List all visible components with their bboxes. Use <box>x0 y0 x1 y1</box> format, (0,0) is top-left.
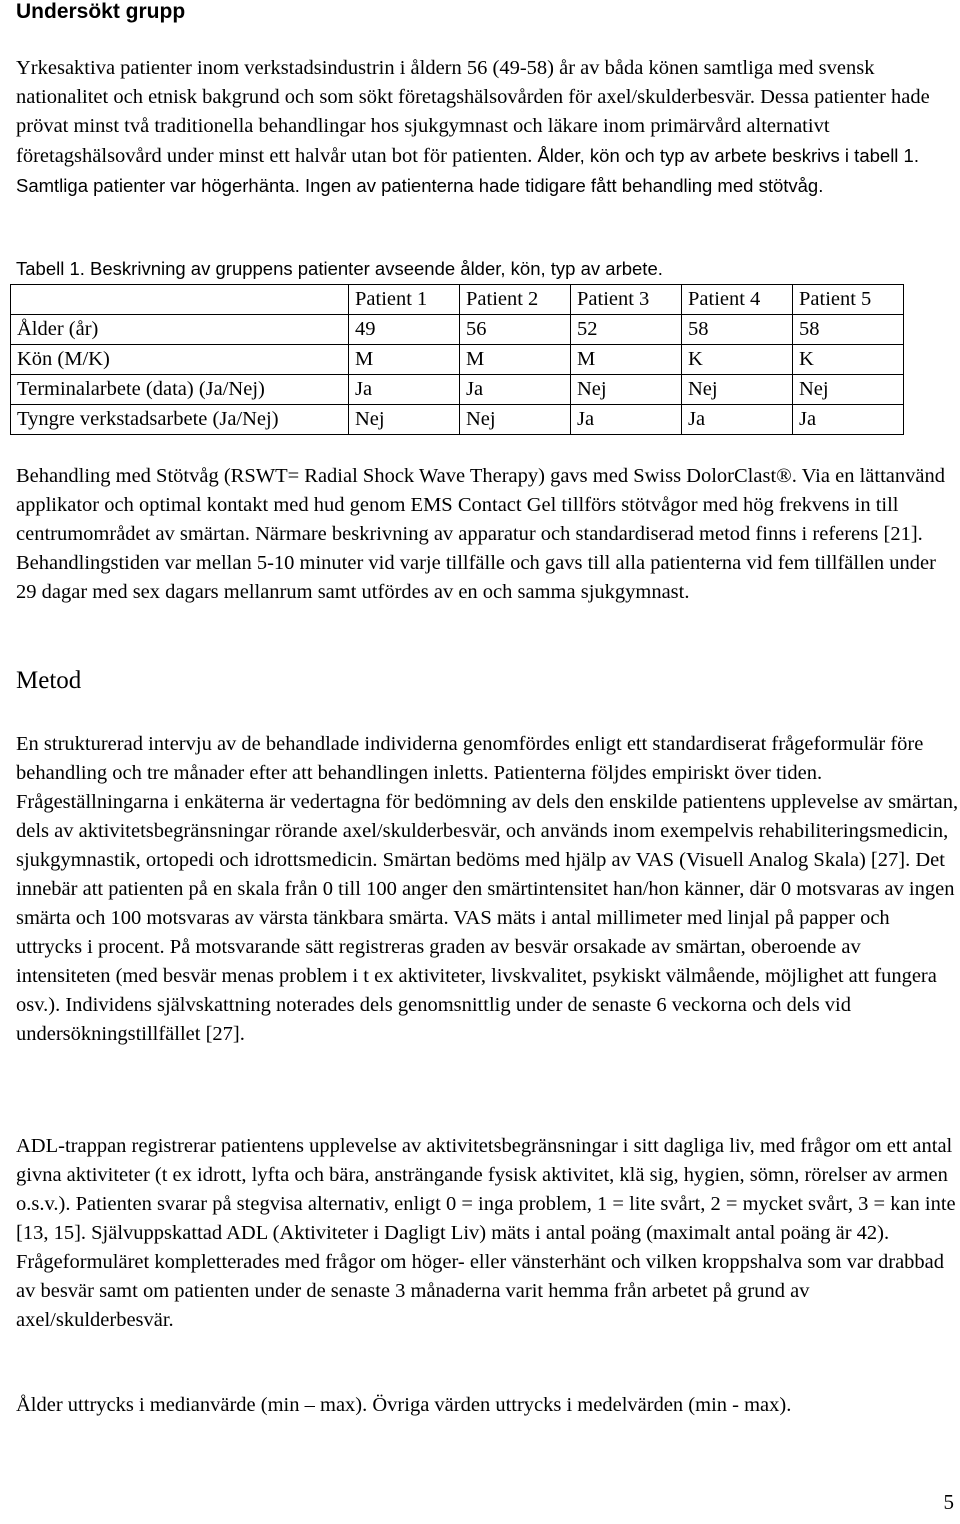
table-caption: Tabell 1. Beskrivning av gruppens patienter avseende ålder, kön, typ av arbete. <box>16 258 663 279</box>
section-heading-undersokt-grupp: Undersökt grupp <box>16 0 186 23</box>
table-cell: 58 <box>793 315 904 345</box>
page-number: 5 <box>943 1490 954 1514</box>
table-cell: 56 <box>460 315 571 345</box>
section-heading-metod: Metod <box>16 667 82 694</box>
table-header-cell <box>11 285 349 315</box>
metod-paragraph-2: ADL-trappan registrerar patientens upplevelse av aktivitetsbegränsningar i sitt dagliga liv, med frågor om ett antal givna aktiviteter (t ex idrott, lyfta och bära, ansträngande fysisk aktivitet, klä sig, hygien, sömn, rörelser av armen o.s.v.). Patienten svarar på stegvisa alternativ, enligt 0 = inga problem, 1 = lite svårt, 2 = mycket svårt, 3 = kan inte [13, 15]. Självuppskattad ADL (Aktiviteter i Dagligt Liv) mäts i antal poäng (maximalt antal poäng är 42). Frågeformuläret kompletterades med frågor om höger- eller vänsterhänt och vilken kroppshalva som var drabbad av besvär samt om patienten under de senaste 3 månaderna varit hemma från arbetet på grund av axel/skulderbesvär. <box>16 1135 956 1331</box>
table-header-cell: Patient 1 <box>349 285 460 315</box>
patient-table <box>10 284 904 435</box>
table-cell: Ålder (år) <box>11 315 349 345</box>
table-cell: Terminalarbete (data) (Ja/Nej) <box>11 375 349 405</box>
table-cell: Ja <box>571 405 682 435</box>
table-cell: M <box>349 345 460 375</box>
metod-paragraph-3: Ålder uttrycks i medianvärde (min – max). Övriga värden uttrycks i medelvärden (min - max). <box>16 1394 792 1416</box>
table-row <box>11 315 904 345</box>
table-cell: 58 <box>682 315 793 345</box>
metod-paragraph-1: En strukturerad intervju av de behandlade individerna genomfördes enligt ett standardiserat frågeformulär före behandling och tre månader efter att behandlingen inletts. Patienterna följdes empiriskt över tiden. Frågeställningarna i enkäterna är vedertagna för bedömning av dels den enskilde patientens upplevelse av smärtan, dels av aktivitetsbegränsningar rörande axel/skulderbesvär, och används inom exempelvis rehabiliteringsmedicin, sjukgymnastik, ortopedi och idrottsmedicin. Smärtan bedöms med hjälp av VAS (Visuell Analog Skala) [27]. Det innebär att patienten på en skala från 0 till 100 anger den smärtintensitet han/hon känner, där 0 motsvaras av ingen smärta och 100 motsvaras av värsta tänkbara smärta. VAS mäts i antal millimeter med linjal på papper och uttrycks i procent. På motsvarande sätt registreras graden av besvär orsakade av smärtan, oberoende av intensiteten (med besvär menas problem i t ex aktiviteter, livskvalitet, psykiskt välmående, möjlighet att fungera osv.). Individens självskattning noterades dels genomsnittlig under de senaste 6 veckorna och dels vid undersökningstillfället [27]. <box>16 733 959 1045</box>
table-cell: Ja <box>349 375 460 405</box>
treatment-paragraph: Behandling med Stötvåg (RSWT= Radial Shock Wave Therapy) gavs med Swiss DolorClast®. Via en lättanvänd applikator och optimal kontakt med hud genom EMS Contact Gel tillförs stötvågor med hög frekvens in till centrumområdet av smärtan. Närmare beskrivning av apparatur och standardiserad metod finns i referens [21]. Behandlingstiden var mellan 5-10 minuter vid varje tillfälle och gavs till alla patienterna vid fem tillfällen under 29 dagar med sex dagars mellanrum samt utfördes av en och samma sjukgymnast. <box>16 465 945 603</box>
table-row <box>11 345 904 375</box>
table-cell: Ja <box>682 405 793 435</box>
table-header-cell: Patient 5 <box>793 285 904 315</box>
table-cell: K <box>793 345 904 375</box>
table-header-cell: Patient 2 <box>460 285 571 315</box>
table-cell: Nej <box>793 375 904 405</box>
table-header-row <box>11 285 904 315</box>
table-header-cell: Patient 3 <box>571 285 682 315</box>
table-cell: Ja <box>460 375 571 405</box>
table-cell: Kön (M/K) <box>11 345 349 375</box>
table-cell: 52 <box>571 315 682 345</box>
table-cell: Ja <box>793 405 904 435</box>
intro-paragraph <box>16 54 960 201</box>
table-cell: M <box>460 345 571 375</box>
table-cell: Tyngre verkstadsarbete (Ja/Nej) <box>11 405 349 435</box>
table-row <box>11 405 904 435</box>
table-cell: Nej <box>571 375 682 405</box>
intro-paragraph-sans: Ålder, kön och typ av arbete beskrivs i tabell 1. Samtliga patienter var högerhänta. Ingen av patienterna hade tidigare fått behandling med stötvåg. <box>16 145 919 196</box>
table-cell: Nej <box>349 405 460 435</box>
table-row <box>11 375 904 405</box>
table-cell: M <box>571 345 682 375</box>
table-cell: K <box>682 345 793 375</box>
intro-paragraph-serif: Yrkesaktiva patienter inom verkstadsindustrin i åldern 56 (49-58) år av båda könen samtliga med svensk nationalitet och etnisk bakgrund och som sökt företagshälsovården för axel/skulderbesvär. Dessa patienter hade prövat minst två traditionella behandlingar hos sjukgymnast och läkare inom primärvård alternativt företagshälsovård under minst ett halvår utan bot för patienten. <box>16 57 930 167</box>
table-cell: Nej <box>460 405 571 435</box>
table-cell: 49 <box>349 315 460 345</box>
table-cell: Nej <box>682 375 793 405</box>
table-header-cell: Patient 4 <box>682 285 793 315</box>
